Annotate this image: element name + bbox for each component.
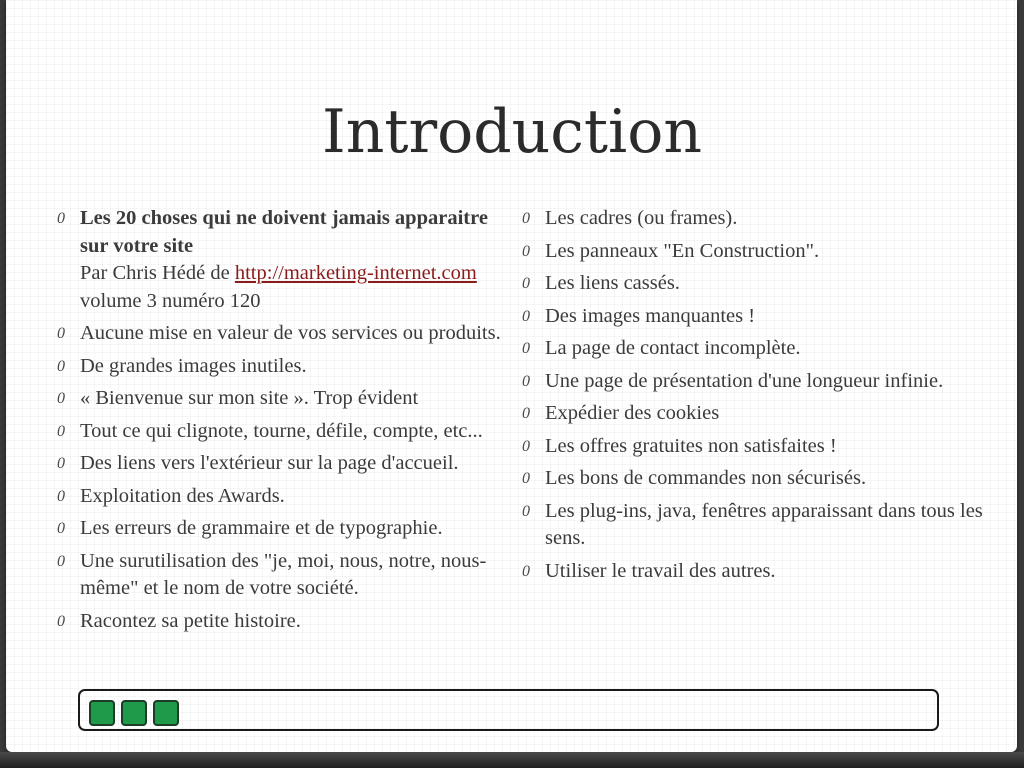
bullet-icon: 0: [522, 470, 530, 487]
list-item-text: Des images manquantes !: [545, 304, 756, 327]
list-item: [522, 303, 992, 331]
bullet-icon: 0: [522, 562, 530, 580]
bullet-icon: 0: [522, 502, 530, 520]
list-item-intro: [57, 205, 517, 315]
bullet-icon: 0: [522, 340, 530, 357]
list-item-text: Les plug-ins, java, fenêtres apparaissant dans tous les sens.: [545, 499, 983, 549]
list-item: [57, 483, 517, 511]
bullet-icon: 0: [522, 437, 530, 455]
list-item: [522, 270, 992, 298]
bullet-icon: 0: [57, 325, 65, 342]
slide-title: Introduction: [322, 97, 702, 167]
list-item-text: La page de contact incomplète.: [545, 337, 801, 359]
list-item: [57, 418, 517, 446]
bullet-icon: 0: [57, 210, 65, 227]
intro-heading: Les 20 choses qui ne doivent jamais apparaitre sur votre site: [80, 207, 488, 257]
list-item-text: Des liens vers l'extérieur sur la page d'accueil.: [80, 452, 459, 474]
list-item: [522, 433, 992, 461]
bullet-icon: 0: [57, 422, 65, 440]
list-item: [522, 238, 992, 266]
slide-bottom-edge: [0, 752, 1024, 768]
list-item: [522, 498, 992, 553]
list-item-text: Les panneaux "En Construction".: [545, 239, 820, 262]
bullet-icon: 0: [57, 390, 65, 407]
nav-button-first[interactable]: [89, 700, 115, 726]
list-item: [57, 548, 517, 603]
list-item-text: Expédier des cookies: [545, 402, 720, 424]
bullet-icon: 0: [522, 405, 530, 422]
nav-button-next[interactable]: [153, 700, 179, 726]
list-item: [57, 385, 517, 413]
list-item: [522, 558, 992, 586]
list-item: [522, 465, 992, 493]
list-item: [57, 320, 517, 348]
bullet-icon: 0: [57, 487, 65, 505]
list-item-text: Les offres gratuites non satisfaites !: [545, 434, 837, 457]
list-item: [522, 205, 992, 233]
list-item-text: Les bons de commandes non sécurisés.: [545, 467, 867, 489]
bullet-icon: 0: [57, 520, 65, 537]
list-item: [57, 353, 517, 381]
intro-volume: volume 3 numéro 120: [80, 289, 261, 312]
nav-button-previous[interactable]: [121, 700, 147, 726]
right-bullet-list: [522, 205, 992, 590]
list-item-text: Racontez sa petite histoire.: [80, 609, 301, 632]
list-item-text: De grandes images inutiles.: [80, 354, 307, 377]
bullet-icon: 0: [522, 210, 530, 227]
list-item: [57, 515, 517, 543]
list-item-text: Les liens cassés.: [545, 272, 680, 294]
left-bullet-list: [57, 205, 517, 640]
list-item: [522, 335, 992, 363]
bullet-icon: 0: [522, 307, 530, 325]
list-item-text: Les erreurs de grammaire et de typographie.: [80, 517, 443, 539]
list-item-text: Aucune mise en valeur de vos services ou produits.: [80, 322, 501, 344]
bullet-icon: 0: [57, 357, 65, 375]
list-item-text: Une page de présentation d'une longueur infinie.: [545, 369, 944, 392]
list-item: [57, 608, 517, 636]
bullet-icon: 0: [522, 242, 530, 260]
marketing-internet-link[interactable]: http://marketing-internet.com: [234, 262, 477, 284]
list-item-text: Exploitation des Awards.: [80, 484, 285, 507]
list-item-text: « Bienvenue sur mon site ». Trop évident: [80, 387, 419, 409]
list-item: [522, 400, 992, 428]
bullet-icon: 0: [522, 372, 530, 390]
list-item: [522, 368, 992, 396]
list-item: [57, 450, 517, 478]
bullet-icon: 0: [57, 552, 65, 570]
list-item-text: Tout ce qui clignote, tourne, défile, compte, etc...: [80, 419, 483, 442]
list-item-text: Utiliser le travail des autres.: [545, 559, 776, 582]
intro-author: Par Chris Hédé de: [80, 262, 235, 284]
list-item-text: Une surutilisation des "je, moi, nous, notre, nous-même" et le nom de votre société.: [80, 549, 487, 599]
list-item-text: Les cadres (ou frames).: [545, 207, 738, 229]
bullet-icon: 0: [57, 455, 65, 472]
bullet-icon: 0: [57, 612, 65, 630]
bullet-icon: 0: [522, 275, 530, 292]
slide-navigation-bar: [78, 689, 939, 731]
